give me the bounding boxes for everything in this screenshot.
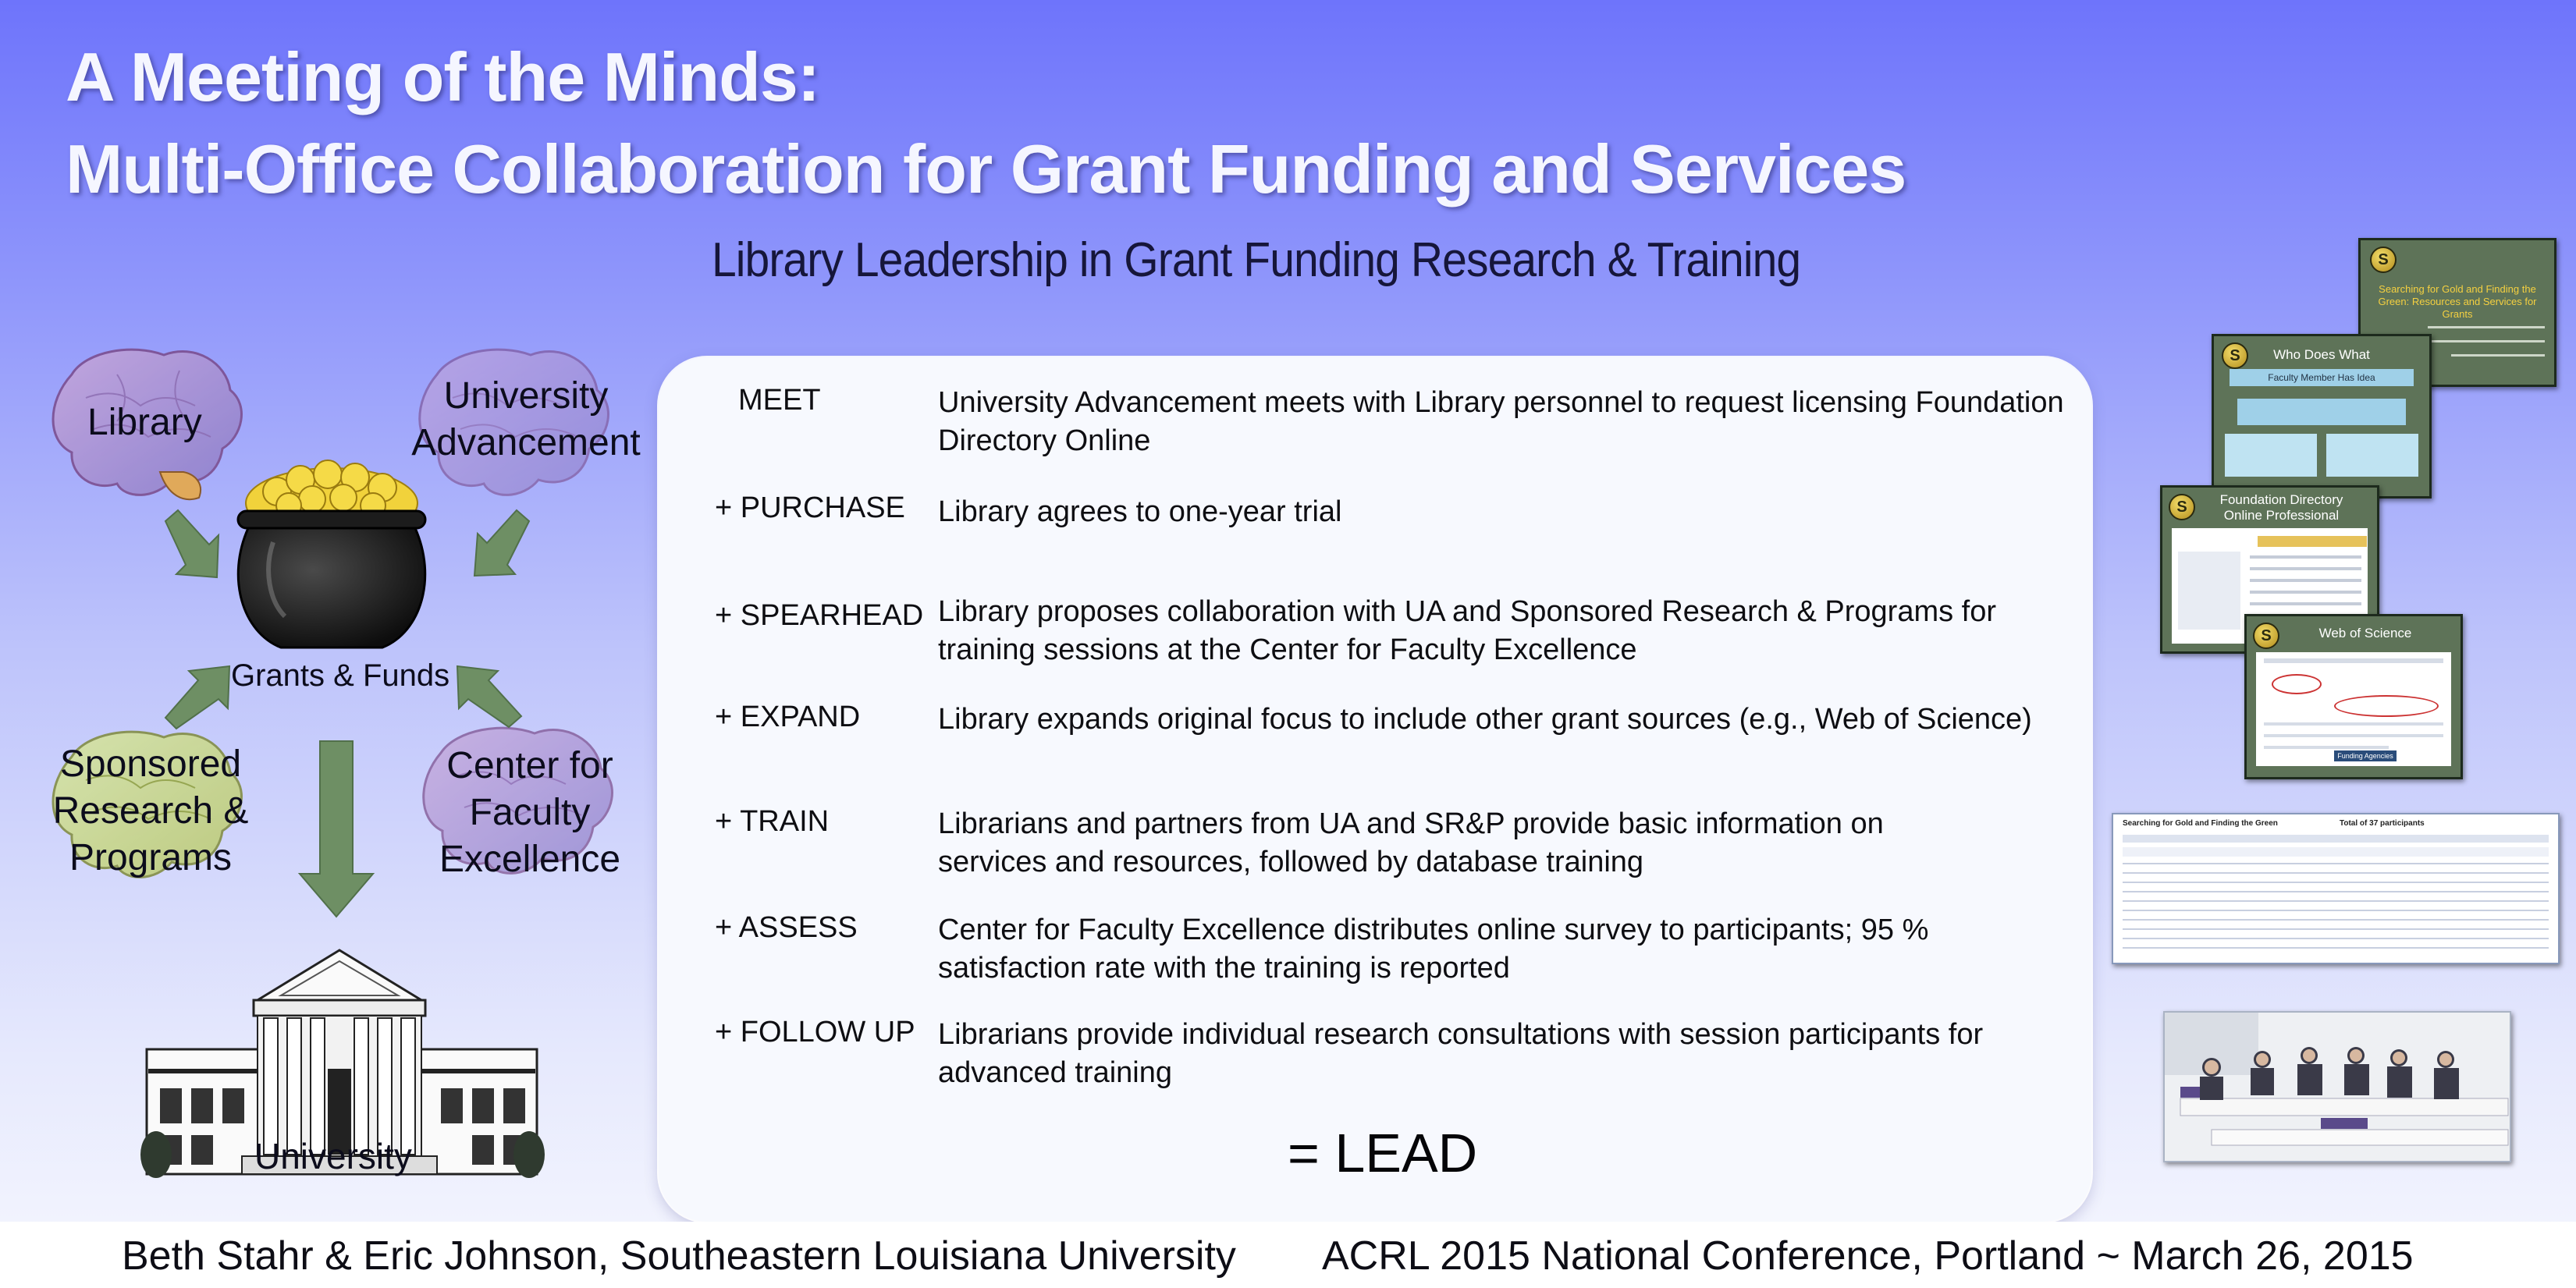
title-line-2: Multi-Office Collaboration for Grant Funding and Services: [66, 130, 1906, 208]
slide-flow-box: [2237, 399, 2406, 425]
survey-row: [2123, 882, 2549, 883]
faculty-label-line-2: Faculty: [469, 792, 591, 833]
poster-footer: [0, 1222, 2576, 1288]
survey-row: [2123, 938, 2549, 939]
slide-thumbnail-web-of-science: [2244, 614, 2463, 779]
slide-title: Searching for Gold and Finding the Green: Resources and Services for Grants: [2378, 283, 2537, 320]
advancement-label-line-2: Advancement: [411, 422, 641, 463]
southeastern-logo-icon: S: [2253, 623, 2279, 649]
arrow-from-sponsored: [165, 666, 229, 729]
step-text: Librarians provide individual research consultations with session participants for advanced training: [938, 1018, 1984, 1089]
survey-row: [2123, 947, 2549, 949]
survey-total: Total of 37 participants: [2340, 819, 2425, 828]
faculty-label-line-3: Excellence: [439, 839, 621, 880]
southeastern-logo-icon: S: [2222, 342, 2248, 369]
title-line-1: A Meeting of the Minds:: [66, 38, 820, 115]
step-text: Library proposes collaboration with UA and Sponsored Research & Programs for training sessions at the Center for Faculty Excellence: [938, 595, 1997, 666]
faculty-excellence-label: [417, 743, 643, 883]
survey-results-thumbnail: [2112, 813, 2560, 964]
survey-row: [2123, 891, 2549, 892]
screenshot-highlight: [2334, 695, 2439, 717]
survey-row: [2123, 928, 2549, 930]
slide-text-line: [2451, 354, 2545, 357]
screenshot-row: [2250, 602, 2361, 605]
step-text: Librarians and partners from UA and SR&P provide basic information on services and resources, followed by database training: [938, 807, 1884, 878]
survey-row: [2123, 919, 2549, 921]
step-label: MEET: [738, 384, 821, 417]
survey-question-row: [2123, 835, 2549, 843]
sponsored-label-line-3: Programs: [69, 837, 233, 878]
screenshot-row: [2250, 567, 2361, 570]
arrow-from-library: [165, 510, 219, 577]
pot-of-gold-icon: [238, 460, 425, 648]
screenshot-row: [2250, 555, 2361, 559]
poster-subtitle: Library Leadership in Grant Funding Research & Training: [712, 233, 1801, 287]
step-label: + PURCHASE: [715, 491, 905, 524]
arrow-to-university: [300, 741, 373, 917]
screenshot-banner: [2258, 536, 2367, 547]
slide-title: [2162, 492, 2377, 523]
step-label: + SPEARHEAD: [715, 599, 924, 632]
slide-flow-box: [2326, 434, 2418, 477]
screenshot-sidebar: [2178, 552, 2240, 630]
collaboration-diagram: [0, 343, 656, 1186]
slide-flow-box: Faculty Member Has Idea: [2230, 369, 2414, 386]
slide-thumbnail-who-does-what: [2212, 334, 2432, 499]
step-text: Library expands original focus to include other grant sources (e.g., Web of Science): [938, 703, 2032, 736]
sponsored-label-line-2: Research &: [52, 790, 249, 832]
university-label: University: [254, 1136, 412, 1176]
step-label: + ASSESS: [715, 911, 858, 944]
step-label: + EXPAND: [715, 701, 861, 733]
slide-title-line-2: Online Professional: [2223, 508, 2340, 523]
survey-row: [2123, 872, 2549, 874]
arrow-from-faculty: [457, 666, 521, 727]
footer-authors: Beth Stahr & Eric Johnson, Southeastern Louisiana University: [122, 1233, 1236, 1279]
sponsored-label-line-1: Sponsored: [59, 743, 242, 785]
southeastern-logo-icon: S: [2169, 494, 2195, 520]
survey-row: [2123, 900, 2549, 902]
step-label: + FOLLOW UP: [715, 1016, 915, 1048]
screenshot-row: [2264, 734, 2443, 737]
arrow-from-advancement: [474, 510, 529, 576]
library-label: Library: [87, 402, 202, 443]
faculty-label-line-1: Center for: [446, 745, 613, 786]
survey-row: [2123, 910, 2549, 911]
step-text: University Advancement meets with Library personnel to request licensing Foundation Directory Online: [938, 386, 2064, 457]
screenshot-row: [2264, 746, 2389, 749]
screenshot-row: [2264, 722, 2443, 726]
screenshot-row: [2264, 658, 2443, 663]
process-panel: [659, 357, 2091, 1222]
workshop-photo-image: [2165, 1013, 2510, 1161]
step-text: Center for Faculty Excellence distributes online survey to participants; 95 % satisfaction rate with the training is reported: [938, 914, 1929, 985]
southeastern-logo-icon: S: [2370, 247, 2397, 273]
slide-screenshot: [2256, 652, 2451, 766]
slide-title-line-1: Foundation Directory: [2219, 492, 2343, 507]
grants-funds-label: Grants & Funds: [231, 658, 450, 693]
poster-title: [66, 31, 1906, 215]
advancement-label: [409, 373, 643, 467]
workshop-photo: [2163, 1011, 2511, 1162]
screenshot-tag: Funding Agencies: [2334, 750, 2397, 761]
footer-conference: ACRL 2015 National Conference, Portland ~ March 26, 2015: [1322, 1233, 2414, 1279]
survey-header-row: [2123, 847, 2549, 857]
sponsored-research-label: [37, 741, 264, 882]
survey-title: Searching for Gold and Finding the Green: [2123, 819, 2278, 828]
step-label: + TRAIN: [715, 805, 830, 838]
survey-row: [2123, 863, 2549, 864]
step-text: Library agrees to one-year trial: [938, 495, 1342, 528]
lead-result: = LEAD: [1288, 1123, 1478, 1183]
slide-text-line: [2428, 326, 2545, 328]
slide-title: Who Does What: [2273, 347, 2370, 362]
slide-flow-box: [2225, 434, 2317, 477]
screenshot-row: [2250, 591, 2361, 594]
slide-title: Web of Science: [2318, 626, 2412, 640]
screenshot-highlight: [2272, 674, 2322, 694]
screenshot-row: [2250, 579, 2361, 582]
advancement-label-line-1: University: [443, 375, 609, 417]
